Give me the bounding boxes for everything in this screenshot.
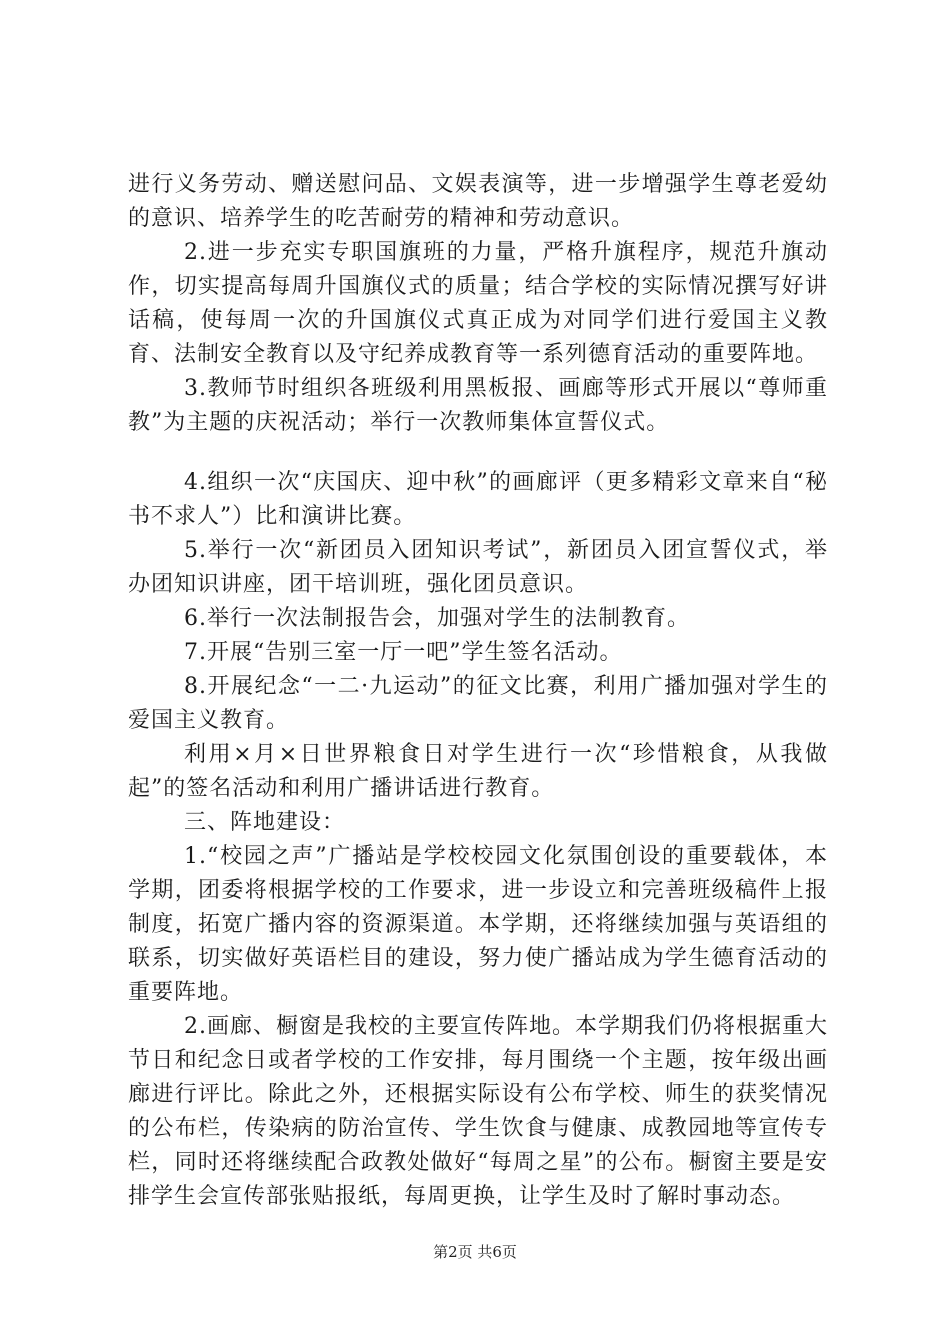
paragraph-item-6-legal-report: 6.举行一次法制报告会，加强对学生的法制教育。 bbox=[184, 606, 690, 631]
paragraph-base-item-2-gallery: 2.画廊、橱窗是我校的主要宣传阵地。本学期我们仍将根据重大节日和纪念日或者学校的工作安排，每月围绕一个主题，按年级出画廊进行评比。除此之外，还根据实际设有公布学校、师生的获奖情况的公布栏，传染病的防治宣传、学生饮食与健康、成教园地等宣传专栏，同时还将继续配合政教处做好“每周之星”的公布。橱窗主要是安排学生会宣传部张贴报纸，每周更换，让学生及时了解时事动态。 bbox=[128, 1014, 828, 1209]
document-body bbox=[128, 168, 828, 1214]
paragraph-food-day: 利用×月×日世界粮食日对学生进行一次“珍惜粮食，从我做起”的签名活动和利用广播讲话进行教育。 bbox=[128, 742, 828, 801]
paragraph-item-5-league-members: 5.举行一次“新团员入团知识考试”，新团员入团宣誓仪式，举办团知识讲座，团干培训班，强化团员意识。 bbox=[128, 538, 828, 597]
paragraph-item-7-signature-activity: 7.开展“告别三室一厅一吧”学生签名活动。 bbox=[184, 640, 623, 665]
paragraph-item-8-essay-contest: 8.开展纪念“一二·九运动”的征文比赛，利用广播加强对学生的爱国主义教育。 bbox=[128, 674, 828, 733]
paragraph-base-item-1-radio: 1.“校园之声”广播站是学校校园文化氛围创设的重要载体，本学期，团委将根据学校的工作要求，进一步设立和完善班级稿件上报制度，拓宽广播内容的资源渠道。本学期，还将继续加强与英语组的联系，切实做好英语栏目的建设，努力使广播站成为学生德育活动的重要阵地。 bbox=[128, 844, 828, 1005]
paragraph-item-3-teachers-day: 3.教师节时组织各班级利用黑板报、画廊等形式开展以“尊师重教”为主题的庆祝活动；举行一次教师集体宣誓仪式。 bbox=[128, 376, 828, 435]
paragraph-item-4-national-day: 4.组织一次“庆国庆、迎中秋”的画廊评（更多精彩文章来自“秘书不求人”）比和演讲比赛。 bbox=[128, 470, 828, 529]
section-heading-base-construction: 三、阵地建设： bbox=[184, 810, 346, 835]
paragraph-item-2-flag-ceremony: 2.进一步充实专职国旗班的力量，严格升旗程序，规范升旗动作，切实提高每周升国旗仪式的质量；结合学校的实际情况撰写好讲话稿，使每周一次的升国旗仪式真正成为对同学们进行爱国主义教育、法制安全教育以及守纪养成教育等一系列德育活动的重要阵地。 bbox=[128, 240, 828, 367]
paragraph-continuation: 进行义务劳动、赠送慰问品、文娱表演等，进一步增强学生尊老爱幼的意识、培养学生的吃苦耐劳的精神和劳动意识。 bbox=[128, 172, 828, 231]
page-footer: 第2页 共6页 bbox=[433, 1243, 517, 1261]
